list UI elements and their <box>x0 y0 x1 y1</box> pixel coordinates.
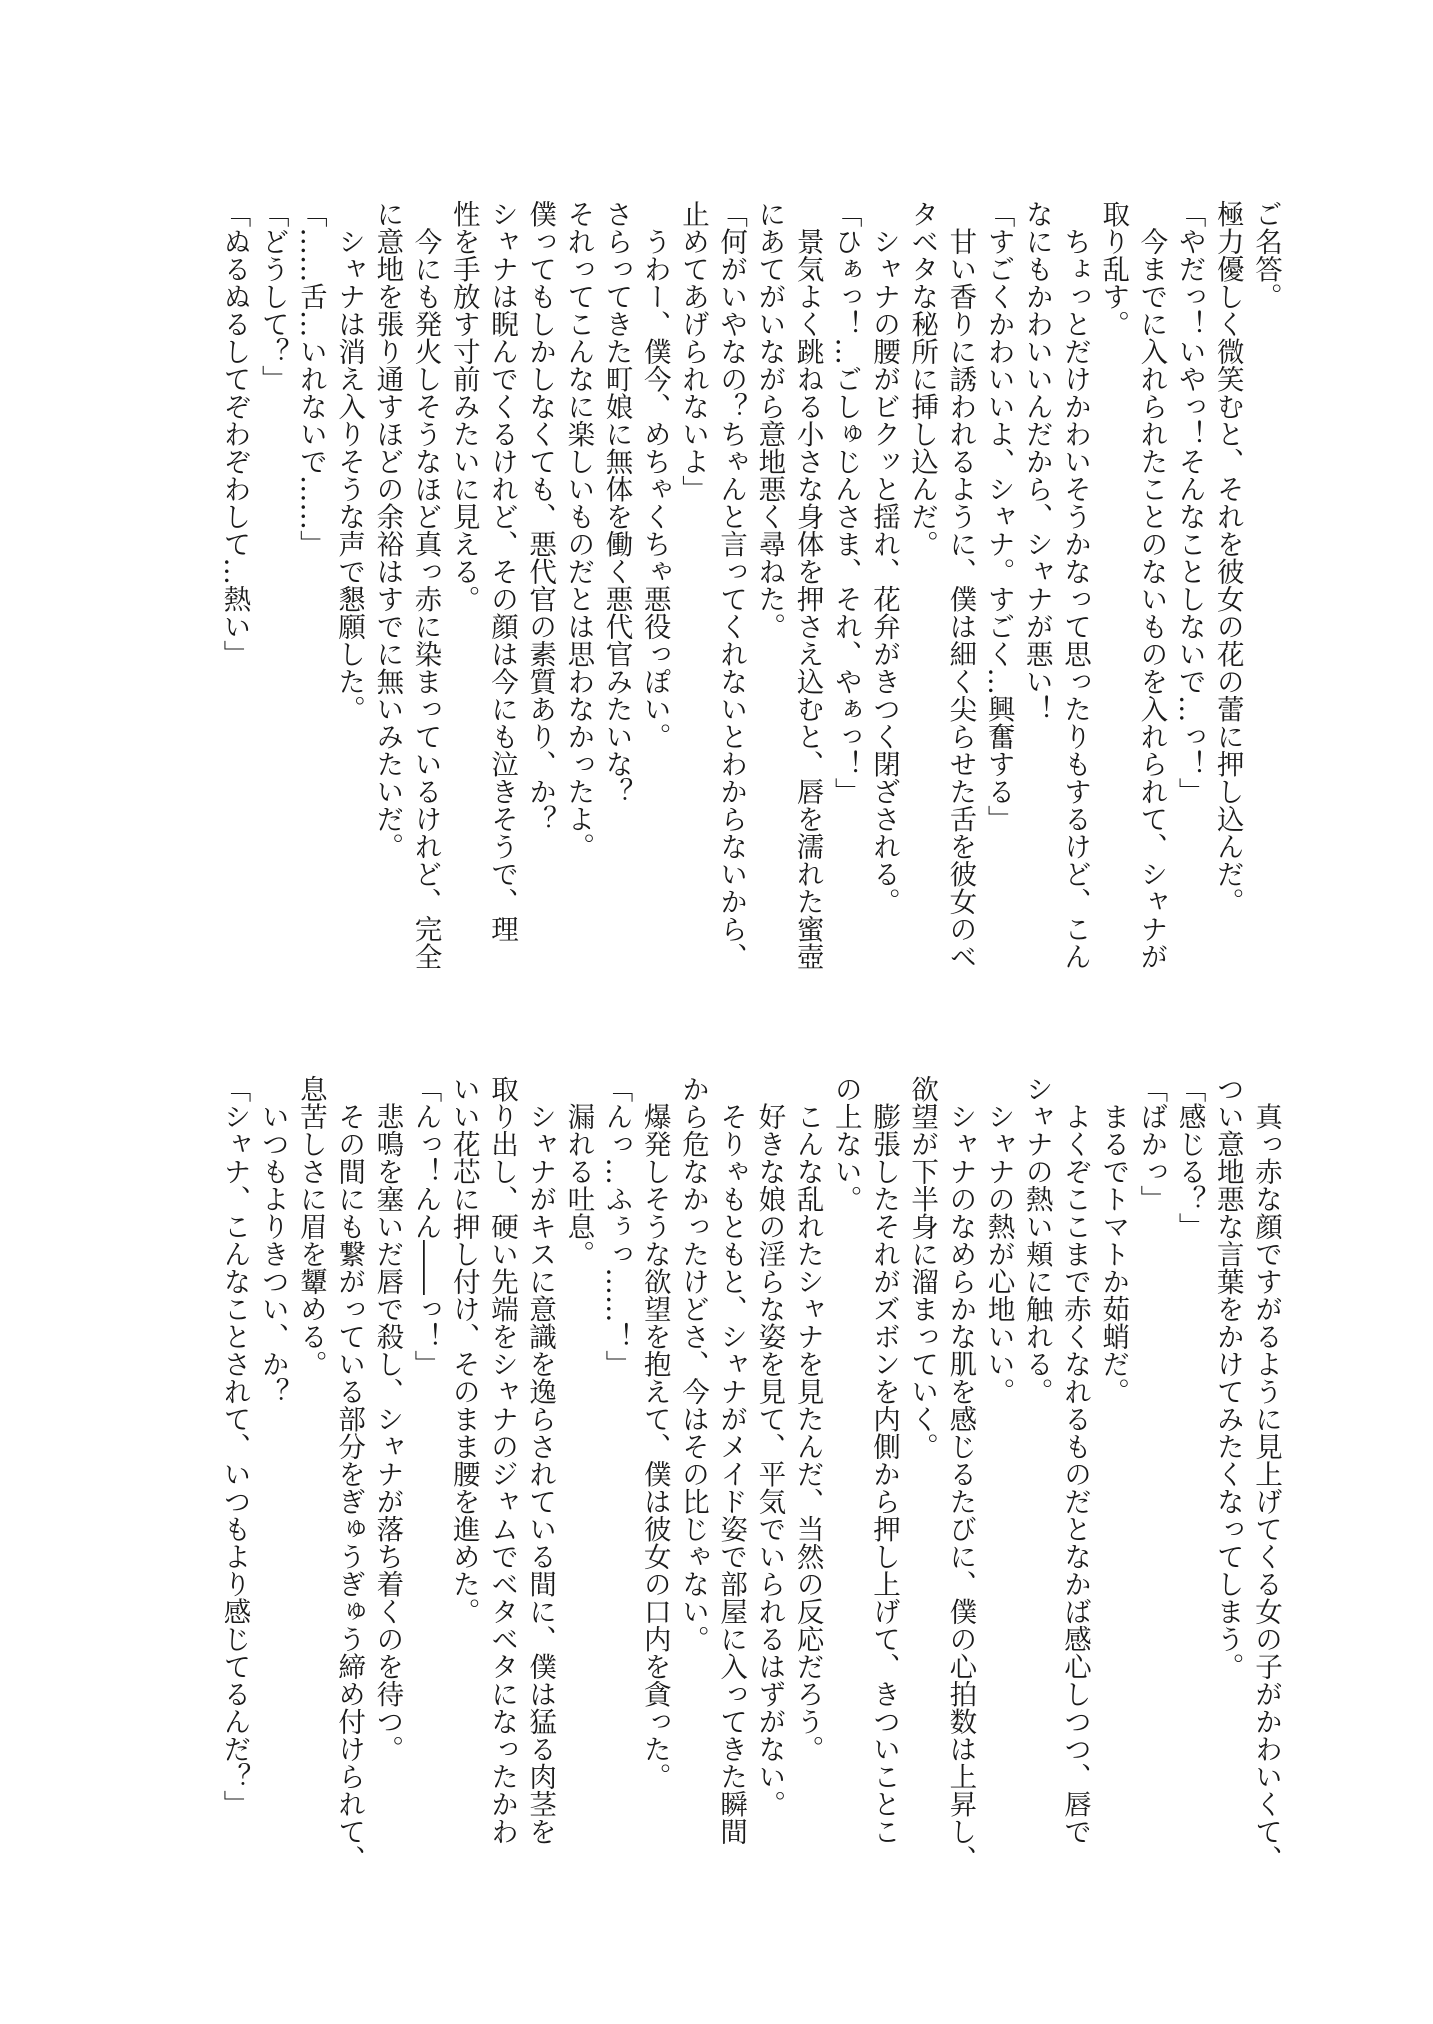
text-line: シャナの熱い頬に触れる。 <box>1020 1075 1053 1405</box>
text-line: まるでトマトか茹蛸だ。 <box>1097 1075 1130 1405</box>
text-line: そりゃもともと、シャナがメイド姿で部屋に入ってきた瞬間 <box>715 1075 748 1845</box>
text-line: ご名答。 <box>1250 200 1282 310</box>
text-line: 悲鳴を塞いだ唇で殺し、シャナが落ち着くのを待つ。 <box>371 1075 404 1763</box>
text-line: なにもかわいいんだから、シャナが悪い！ <box>1020 200 1053 723</box>
text-line: 今までに入れられたことのないものを入れられて、シャナが <box>1135 200 1168 970</box>
text-line: 「ばかっ」 <box>1135 1075 1168 1213</box>
text-line: その間にも繋がっている部分をぎゅうぎゅう締め付けられて、 <box>333 1075 366 1873</box>
text-line: 「んっ…ふぅっ……！」 <box>600 1075 633 1378</box>
text-line: 「感じる？」 <box>1173 1075 1206 1240</box>
text-line: 「んっ！んん――っ！」 <box>409 1075 442 1378</box>
text-line: タベタな秘所に挿し込んだ。 <box>906 200 939 558</box>
text-line: 取り乱す。 <box>1097 200 1130 338</box>
text-line: 爆発しそうな欲望を抱えて、僕は彼女の口内を貪った。 <box>638 1075 671 1790</box>
text-line: 「……舌…いれないで……」 <box>294 200 327 558</box>
text-line: 息苦しさに眉を顰める。 <box>294 1075 327 1378</box>
text-line: 止めてあげられないよ」 <box>676 200 709 503</box>
text-line: それってこんなに楽しいものだとは思わなかったよ。 <box>562 200 595 860</box>
text-line: ちょっとだけかわいそうかなって思ったりもするけど、こん <box>1058 200 1091 970</box>
text-line: 欲望が下半身に溜まっていく。 <box>906 1075 939 1460</box>
text-line: シャナがキスに意識を逸らされている間に、僕は猛る肉茎を <box>524 1075 557 1845</box>
text-line: シャナの腰がビクッと揺れ、花弁がきつく閉ざされる。 <box>867 200 900 915</box>
text-line: いい花芯に押し付け、そのまま腰を進めた。 <box>447 1075 480 1625</box>
text-line: の上ない。 <box>829 1075 862 1213</box>
text-line: に意地を張り通すほどの余裕はすでに無いみたいだ。 <box>371 200 404 860</box>
text-line: 「やだっ！いやっ！そんなことしないで…っ！」 <box>1173 200 1206 805</box>
text-line: 僕ってもしかしなくても、悪代官の素質あり、か？ <box>524 200 557 833</box>
text-line: 「どうして？」 <box>256 200 289 393</box>
text-line: 漏れる吐息。 <box>562 1075 595 1268</box>
text-line: よくぞここまで赤くなれるものだとなかば感心しつつ、唇で <box>1058 1075 1091 1845</box>
text-line: つい意地悪な言葉をかけてみたくなってしまう。 <box>1211 1075 1244 1680</box>
text-line: 性を手放す寸前みたいに見える。 <box>447 200 480 613</box>
text-line: いつもよりきつい、か？ <box>256 1075 289 1405</box>
text-line: 「ひぁっ！…ごしゅじんさま、それ、やぁっ！」 <box>829 200 862 805</box>
text-line: シャナのなめらかな肌を感じるたびに、僕の心拍数は上昇し、 <box>944 1075 977 1873</box>
text-line: 今にも発火しそうなほど真っ赤に染まっているけれど、完全 <box>409 200 442 970</box>
text-line: にあてがいながら意地悪く尋ねた。 <box>753 200 786 640</box>
text-block-upper <box>195 200 1285 1000</box>
text-line: 「何がいやなの？ちゃんと言ってくれないとわからないから、 <box>715 200 748 970</box>
text-line: さらってきた町娘に無体を働く悪代官みたいな？ <box>600 200 633 805</box>
text-line: 取り出し、硬い先端をシャナのジャムでベタベタになったかわ <box>485 1075 518 1845</box>
text-line: こんな乱れたシャナを見たんだ、当然の反応だろう。 <box>791 1075 824 1763</box>
text-line: 甘い香りに誘われるように、僕は細く尖らせた舌を彼女のベ <box>944 200 977 970</box>
text-line: 好きな娘の淫らな姿を見て、平気でいられるはずがない。 <box>753 1075 786 1818</box>
text-line: うわー、僕今、めちゃくちゃ悪役っぽい。 <box>638 200 671 750</box>
text-block-lower <box>195 1075 1285 1905</box>
text-line: シャナは消え入りそうな声で懇願した。 <box>333 200 366 723</box>
text-line: 「シャナ、こんなことされて、いつもより感じてるんだ？」 <box>218 1075 251 1818</box>
text-line: シャナは睨んでくるけれど、その顔は今にも泣きそうで、理 <box>485 200 518 943</box>
text-line: 極力優しく微笑むと、それを彼女の花の蕾に押し込んだ。 <box>1211 200 1244 915</box>
text-line: 真っ赤な顔ですがるように見上げてくる女の子がかわいくて、 <box>1250 1075 1282 1873</box>
text-line: 「ぬるぬるしてぞわぞわして…熱い」 <box>218 200 251 668</box>
text-line: シャナの熱が心地いい。 <box>982 1075 1015 1405</box>
text-line: 景気よく跳ねる小さな身体を押さえ込むと、唇を濡れた蜜壺 <box>791 200 824 970</box>
text-line: から危なかったけどさ、今はその比じゃない。 <box>676 1075 709 1653</box>
text-line: 「すごくかわいいよ、シャナ。すごく…興奮する」 <box>982 200 1015 833</box>
text-line: 膨張したそれがズボンを内側から押し上げて、きついことこ <box>867 1075 900 1845</box>
